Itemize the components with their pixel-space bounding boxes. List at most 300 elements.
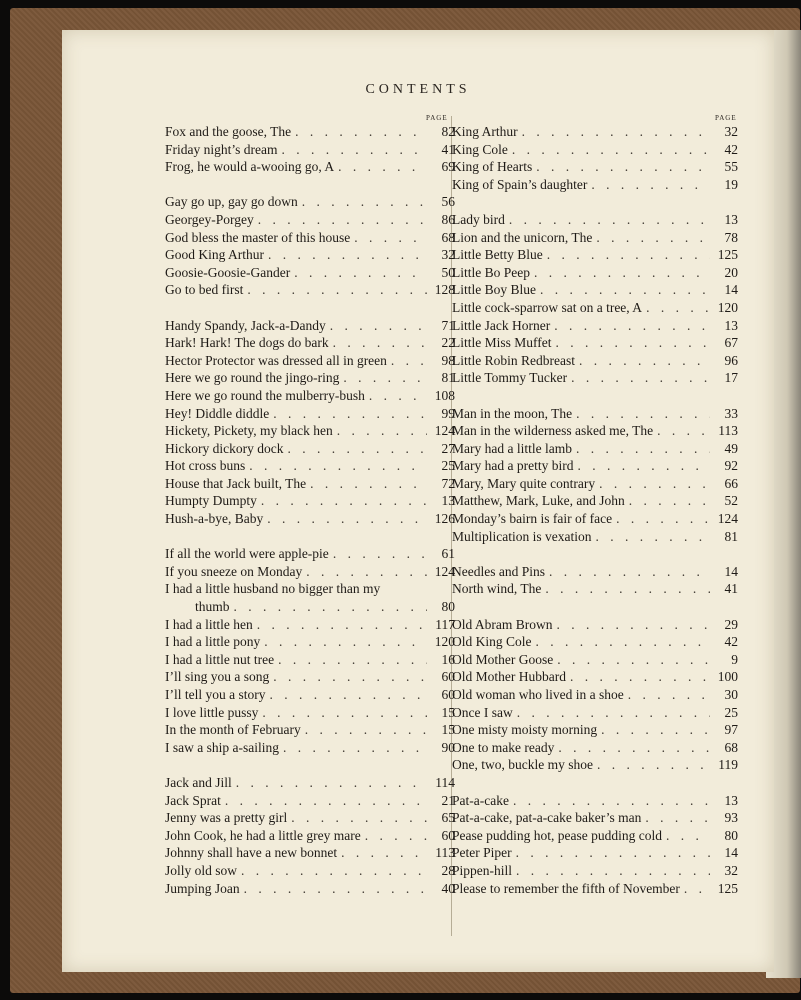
- section-gap: [452, 774, 738, 792]
- entry-page-number: 124: [717, 511, 738, 527]
- contents-entry: [452, 158, 738, 176]
- entry-page-number: 81: [441, 370, 455, 386]
- entry-title: Pat-a-cake, pat-a-cake baker’s man: [452, 810, 642, 826]
- contents-entry: [452, 369, 738, 387]
- dot-leader: [247, 281, 427, 299]
- section-gap: [452, 598, 738, 616]
- entry-title: Goosie-Goosie-Gander: [165, 264, 291, 280]
- dot-leader: [306, 563, 427, 581]
- entry-page-number: 50: [441, 264, 455, 280]
- contents-entry: [452, 739, 738, 757]
- contents-entry: [452, 211, 738, 229]
- entry-page-number: 25: [724, 704, 738, 720]
- entry-page-number: 15: [441, 722, 455, 738]
- entry-page-number: 126: [434, 511, 455, 527]
- entry-title: Pease pudding hot, pease pudding cold: [452, 827, 662, 843]
- entry-title: Humpty Dumpty: [165, 493, 257, 509]
- entry-title: I’ll sing you a song: [165, 669, 270, 685]
- contents-entry: [165, 774, 455, 792]
- dot-leader: [576, 405, 710, 423]
- contents-entry: [452, 317, 738, 335]
- dot-leader: [249, 457, 427, 475]
- entry-title: One, two, buckle my shoe: [452, 757, 593, 773]
- contents-entry: [452, 457, 738, 475]
- entry-page-number: 86: [441, 211, 455, 227]
- entry-page-number: 14: [724, 563, 738, 579]
- entry-page-number: 119: [718, 757, 738, 773]
- entry-title: Hector Protector was dressed all in green: [165, 352, 387, 368]
- contents-entry: [452, 440, 738, 458]
- contents-entry: [165, 844, 455, 862]
- dot-leader: [262, 704, 427, 722]
- entry-page-number: 90: [441, 739, 455, 755]
- entry-title: Gay go up, gay go down: [165, 194, 298, 210]
- contents-entry: [452, 492, 738, 510]
- contents-entry: [452, 334, 738, 352]
- entry-page-number: 25: [441, 458, 455, 474]
- dot-leader: [557, 651, 710, 669]
- entry-title: Lady bird: [452, 211, 505, 227]
- entry-page-number: 99: [441, 405, 455, 421]
- contents-entry: [452, 141, 738, 159]
- dot-leader: [294, 264, 427, 282]
- right-page-column-header: PAGE: [715, 114, 737, 122]
- entry-page-number: 16: [441, 651, 455, 667]
- contents-entry: [165, 668, 455, 686]
- entry-page-number: 20: [724, 264, 738, 280]
- entry-page-number: 41: [441, 141, 455, 157]
- entry-title: House that Jack built, The: [165, 475, 307, 491]
- contents-entry: [165, 598, 455, 616]
- dot-leader: [666, 827, 710, 845]
- contents-entry: [165, 123, 455, 141]
- contents-entry: [165, 193, 455, 211]
- entry-page-number: 113: [435, 845, 455, 861]
- entry-page-number: 69: [441, 159, 455, 175]
- contents-entry: [165, 405, 455, 423]
- contents-entry: [165, 440, 455, 458]
- entry-title: Old King Cole: [452, 634, 532, 650]
- contents-entry: [452, 563, 738, 581]
- dot-leader: [516, 844, 710, 862]
- entry-title: Little Betty Blue: [452, 247, 543, 263]
- entry-page-number: 72: [441, 475, 455, 491]
- entry-page-number: 32: [441, 247, 455, 263]
- dot-leader: [657, 422, 710, 440]
- entry-page-number: 108: [434, 387, 455, 403]
- entry-page-number: 55: [724, 159, 738, 175]
- dot-leader: [365, 827, 427, 845]
- entry-title: Jenny was a pretty girl: [165, 810, 288, 826]
- dot-leader: [333, 334, 427, 352]
- entry-title: Here we go round the mulberry-bush: [165, 387, 365, 403]
- dot-leader: [599, 475, 710, 493]
- entry-title: I had a little husband no bigger than my: [165, 581, 381, 597]
- dot-leader: [302, 193, 427, 211]
- entry-page-number: 68: [441, 229, 455, 245]
- entry-title: Hush-a-bye, Baby: [165, 511, 264, 527]
- entry-page-number: 60: [441, 687, 455, 702]
- section-gap: [452, 193, 738, 211]
- dot-leader: [597, 756, 710, 774]
- entry-page-number: 96: [724, 352, 738, 368]
- entry-page-number: 67: [724, 335, 738, 351]
- entry-title: I love little pussy: [165, 704, 259, 720]
- entry-page-number: 78: [724, 229, 738, 245]
- entry-title: Friday night’s dream: [165, 141, 278, 157]
- entry-page-number: 80: [441, 599, 455, 615]
- entry-title: Little Tommy Tucker: [452, 370, 568, 386]
- dot-leader: [241, 862, 427, 880]
- entry-title: Hark! Hark! The dogs do bark: [165, 335, 329, 351]
- entry-title: Man in the moon, The: [452, 405, 573, 421]
- contents-entry: [452, 528, 738, 546]
- dot-leader: [267, 510, 427, 528]
- dot-leader: [557, 616, 711, 634]
- entry-title: Hickory dickory dock: [165, 440, 284, 456]
- entry-title: Man in the wilderness asked me, The: [452, 423, 654, 439]
- entry-page-number: 42: [724, 634, 738, 650]
- entry-title: Mary had a little lamb: [452, 440, 572, 456]
- entry-title: Johnny shall have a new bonnet: [165, 845, 338, 861]
- entry-title: thumb: [195, 599, 230, 615]
- dot-leader: [291, 809, 427, 827]
- contents-entry: [165, 141, 455, 159]
- contents-entry: [452, 176, 738, 194]
- entry-page-number: 17: [724, 370, 738, 386]
- entry-page-number: 61: [441, 546, 455, 562]
- dot-leader: [570, 668, 710, 686]
- contents-entry: [165, 880, 455, 898]
- entry-title: North wind, The: [452, 581, 542, 597]
- dot-leader: [287, 440, 427, 458]
- contents-entry: [165, 510, 455, 528]
- dot-leader: [234, 598, 427, 616]
- entry-title: In the month of February: [165, 722, 301, 738]
- contents-entry: [452, 123, 738, 141]
- entry-page-number: 19: [724, 176, 738, 192]
- dot-leader: [273, 668, 427, 686]
- entry-page-number: 33: [724, 405, 738, 421]
- dot-leader: [512, 141, 710, 159]
- contents-entry: [452, 862, 738, 880]
- entry-page-number: 71: [441, 317, 455, 333]
- section-gap: [165, 176, 455, 194]
- contents-entry: [452, 475, 738, 493]
- entry-title: King Cole: [452, 141, 508, 157]
- contents-entry: [452, 405, 738, 423]
- entry-title: King of Spain’s daughter: [452, 176, 588, 192]
- contents-entry: [165, 739, 455, 757]
- entry-page-number: 68: [724, 739, 738, 755]
- dot-leader: [540, 281, 710, 299]
- contents-entry: [165, 475, 455, 493]
- dot-leader: [268, 246, 427, 264]
- dot-leader: [601, 721, 710, 739]
- contents-entry: [452, 264, 738, 282]
- contents-entry: [452, 880, 738, 898]
- entry-page-number: 60: [441, 827, 455, 843]
- entry-page-number: 120: [717, 299, 738, 315]
- entry-title: Peter Piper: [452, 845, 512, 861]
- entry-title: If you sneeze on Monday: [165, 563, 303, 579]
- dot-leader: [554, 317, 710, 335]
- dot-leader: [579, 352, 710, 370]
- dot-leader: [591, 176, 710, 194]
- contents-entry: [165, 387, 455, 405]
- entry-page-number: 125: [717, 247, 738, 263]
- dot-leader: [330, 317, 427, 335]
- entry-title: Lion and the unicorn, The: [452, 229, 593, 245]
- contents-entry: [452, 668, 738, 686]
- entry-title: Old Mother Hubbard: [452, 669, 566, 685]
- dot-leader: [258, 211, 427, 229]
- entry-title: I had a little hen: [165, 616, 253, 632]
- dot-leader: [244, 880, 427, 898]
- entry-page-number: 42: [724, 141, 738, 157]
- entry-page-number: 97: [724, 722, 738, 738]
- entry-title: Here we go round the jingo-ring: [165, 370, 340, 386]
- entry-page-number: 15: [441, 704, 455, 720]
- contents-entry: [165, 264, 455, 282]
- section-gap: [165, 299, 455, 317]
- contents-entry: [165, 862, 455, 880]
- entry-page-number: 9: [731, 651, 738, 667]
- contents-entry: [165, 246, 455, 264]
- entry-title: If all the world were apple-pie: [165, 546, 329, 562]
- contents-entry: [452, 651, 738, 669]
- entry-page-number: 65: [441, 810, 455, 826]
- entry-title: John Cook, he had a little grey mare: [165, 827, 361, 843]
- dot-leader: [509, 211, 710, 229]
- entry-page-number: 49: [724, 440, 738, 456]
- dot-leader: [391, 352, 427, 370]
- dot-leader: [269, 686, 427, 704]
- contents-entry: [452, 686, 738, 704]
- contents-entry: [452, 422, 738, 440]
- entry-title: Old Mother Goose: [452, 651, 554, 667]
- entry-page-number: 13: [724, 211, 738, 227]
- entry-page-number: 30: [724, 687, 738, 702]
- entry-title: One misty moisty morning: [452, 722, 598, 738]
- dot-leader: [536, 633, 711, 651]
- entry-page-number: 56: [441, 194, 455, 210]
- entry-page-number: 32: [724, 862, 738, 878]
- contents-entry: [165, 827, 455, 845]
- dot-leader: [273, 405, 427, 423]
- contents-entry: [165, 651, 455, 669]
- entry-title: Needles and Pins: [452, 563, 545, 579]
- entry-title: Jolly old sow: [165, 862, 238, 878]
- dot-leader: [522, 123, 710, 141]
- dot-leader: [338, 158, 427, 176]
- dot-leader: [343, 369, 427, 387]
- entry-title: Frog, he would a-wooing go, A: [165, 159, 335, 175]
- dot-leader: [278, 651, 427, 669]
- entry-title: Once I saw: [452, 704, 513, 720]
- contents-entry: [452, 704, 738, 722]
- contents-entry: [452, 633, 738, 651]
- dot-leader: [513, 792, 710, 810]
- right-column: [452, 123, 738, 897]
- section-gap: [452, 387, 738, 405]
- dot-leader: [595, 528, 710, 546]
- dot-leader: [629, 492, 710, 510]
- dot-leader: [576, 440, 710, 458]
- contents-entry: [452, 299, 738, 317]
- dot-leader: [341, 844, 427, 862]
- dot-leader: [628, 686, 710, 704]
- dot-leader: [236, 774, 427, 792]
- entry-title: Handy Spandy, Jack-a-Dandy: [165, 317, 326, 333]
- contents-entry: [165, 686, 455, 704]
- entry-title: Fox and the goose, The: [165, 124, 292, 139]
- dot-leader: [337, 422, 427, 440]
- entry-page-number: 40: [441, 880, 455, 896]
- dot-leader: [225, 792, 427, 810]
- entry-page-number: 120: [434, 634, 455, 650]
- contents-entry: [452, 844, 738, 862]
- entry-page-number: 32: [724, 124, 738, 139]
- entry-page-number: 80: [724, 827, 738, 843]
- entry-page-number: 124: [434, 423, 455, 439]
- entry-page-number: 117: [435, 616, 455, 632]
- entry-title: Little Boy Blue: [452, 282, 536, 298]
- left-page-column-header: PAGE: [426, 114, 448, 122]
- entry-title: I’ll tell you a story: [165, 687, 266, 702]
- contents-entry: [165, 158, 455, 176]
- dot-leader: [571, 369, 710, 387]
- dot-leader: [558, 739, 710, 757]
- entry-page-number: 52: [724, 493, 738, 509]
- entry-page-number: 14: [724, 845, 738, 861]
- dot-leader: [261, 492, 427, 510]
- entry-title: King Arthur: [452, 124, 518, 139]
- entry-title: Pat-a-cake: [452, 792, 509, 808]
- entry-title: I had a little nut tree: [165, 651, 275, 667]
- entry-title: Old Abram Brown: [452, 616, 553, 632]
- entry-page-number: 81: [724, 528, 738, 544]
- entry-page-number: 14: [724, 282, 738, 298]
- dot-leader: [295, 123, 427, 141]
- entry-page-number: 60: [441, 669, 455, 685]
- dot-leader: [616, 510, 710, 528]
- entry-page-number: 82: [441, 124, 455, 139]
- entry-page-number: 100: [717, 669, 738, 685]
- dot-leader: [333, 545, 427, 563]
- section-gap: [452, 545, 738, 563]
- contents-entry: [452, 809, 738, 827]
- contents-entry: [452, 827, 738, 845]
- contents-entry: [452, 281, 738, 299]
- entry-title: Pippen-hill: [452, 862, 512, 878]
- entry-title: Please to remember the fifth of November: [452, 880, 680, 896]
- entry-title: Little Jack Horner: [452, 317, 551, 333]
- dot-leader: [547, 246, 710, 264]
- contents-entry: [165, 334, 455, 352]
- entry-title: Monday’s bairn is fair of face: [452, 511, 613, 527]
- contents-entry: [165, 809, 455, 827]
- contents-entry: [165, 721, 455, 739]
- entry-title: Jumping Joan: [165, 880, 240, 896]
- contents-entry: [165, 633, 455, 651]
- contents-entry: [165, 457, 455, 475]
- entry-page-number: 22: [441, 335, 455, 351]
- contents-entry: [165, 317, 455, 335]
- entry-page-number: 29: [724, 616, 738, 632]
- contents-entry: [165, 229, 455, 247]
- entry-title: One to make ready: [452, 739, 555, 755]
- entry-page-number: 93: [724, 810, 738, 826]
- contents-entry: [165, 281, 455, 299]
- page-title: CONTENTS: [365, 82, 471, 97]
- contents-entry: [452, 616, 738, 634]
- contents-entry: [165, 792, 455, 810]
- contents-entry: [452, 229, 738, 247]
- entry-title: Multiplication is vexation: [452, 528, 592, 544]
- dot-leader: [645, 809, 710, 827]
- contents-entry: [165, 352, 455, 370]
- dot-leader: [264, 633, 427, 651]
- entry-title: Go to bed first: [165, 282, 244, 298]
- entry-page-number: 21: [441, 792, 455, 808]
- entry-title: Hey! Diddle diddle: [165, 405, 270, 421]
- contents-entry: [165, 211, 455, 229]
- entry-title: Little Robin Redbreast: [452, 352, 575, 368]
- entry-page-number: 13: [724, 317, 738, 333]
- entry-title: Mary, Mary quite contrary: [452, 475, 596, 491]
- entry-title: Little Bo Peep: [452, 264, 530, 280]
- entry-title: Jack and Jill: [165, 774, 232, 790]
- left-column: [165, 123, 455, 897]
- dot-leader: [516, 862, 710, 880]
- entry-page-number: 113: [718, 423, 738, 439]
- contents-entry: [165, 563, 455, 581]
- dot-leader: [577, 457, 710, 475]
- entry-title: Mary had a pretty bird: [452, 458, 574, 474]
- entry-page-number: 124: [434, 563, 455, 579]
- entry-page-number: 28: [441, 862, 455, 878]
- contents-entry: [452, 721, 738, 739]
- contents-entry: [165, 369, 455, 387]
- dot-leader: [646, 299, 710, 317]
- contents-entry: [452, 756, 738, 774]
- entry-title: King of Hearts: [452, 159, 533, 175]
- dot-leader: [684, 880, 710, 898]
- entry-page-number: 13: [441, 493, 455, 509]
- entry-page-number: 114: [435, 774, 455, 790]
- contents-page: [62, 30, 774, 972]
- dot-leader: [517, 704, 710, 722]
- entry-title: Matthew, Mark, Luke, and John: [452, 493, 625, 509]
- entry-title: Hot cross buns: [165, 458, 246, 474]
- entry-title: Jack Sprat: [165, 792, 221, 808]
- dot-leader: [281, 141, 427, 159]
- entry-title: Hickety, Pickety, my black hen: [165, 423, 333, 439]
- entry-title: I had a little pony: [165, 634, 261, 650]
- entry-title: Little cock-sparrow sat on a tree, A: [452, 299, 643, 315]
- contents-entry: [165, 704, 455, 722]
- entry-page-number: 92: [724, 458, 738, 474]
- section-gap: [165, 528, 455, 546]
- dot-leader: [549, 563, 710, 581]
- entry-page-number: 128: [434, 282, 455, 298]
- contents-entry: [452, 792, 738, 810]
- dot-leader: [310, 475, 427, 493]
- contents-entry: [452, 246, 738, 264]
- contents-entry: [165, 422, 455, 440]
- entry-page-number: 66: [724, 475, 738, 491]
